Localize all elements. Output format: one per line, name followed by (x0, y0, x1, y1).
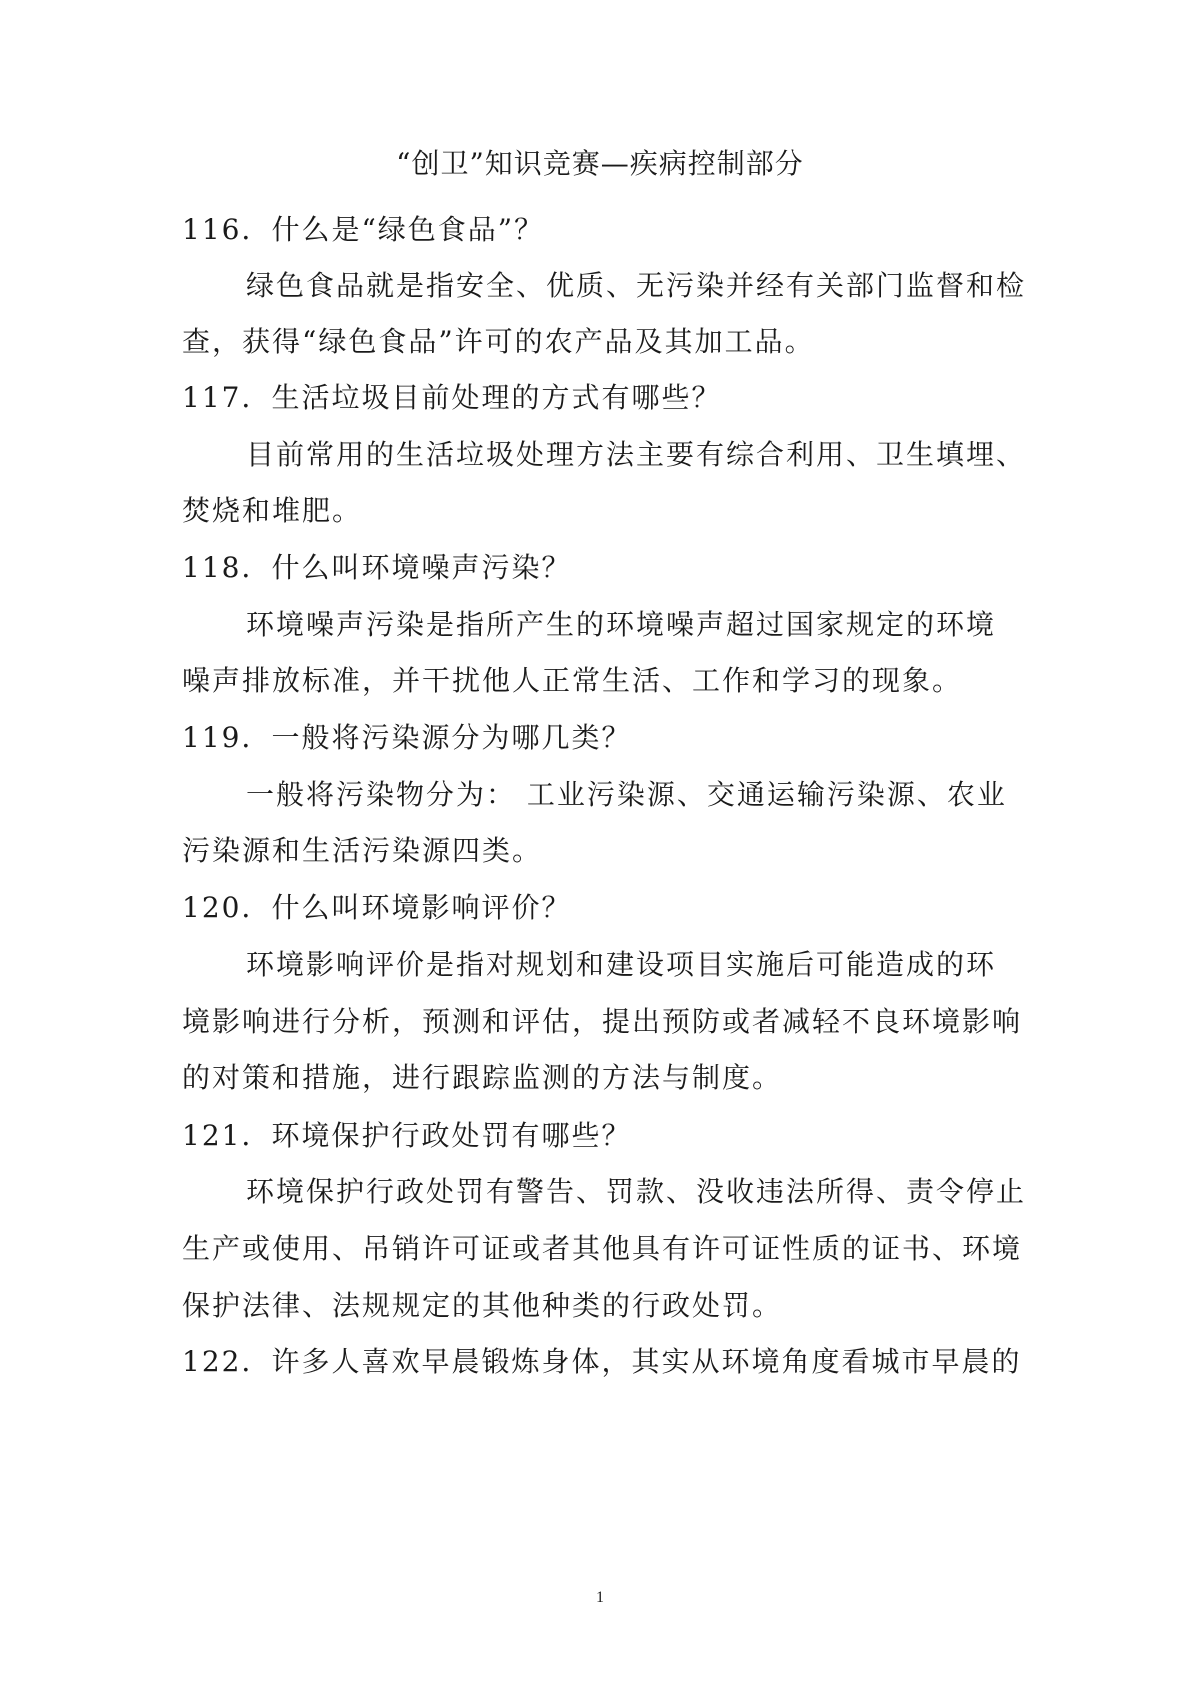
answer-121-line-2: 生产或使用、吊销许可证或者其他具有许可证性质的证书、环境 (182, 1232, 1023, 1265)
answer-116-line-2: 查，获得“绿色食品”许可的农产品及其加工品。 (182, 325, 815, 358)
answer-120-line-3: 的对策和措施，进行跟踪监测的方法与制度。 (182, 1061, 783, 1094)
answer-120-line-1: 环境影响评价是指对规划和建设项目实施后可能造成的环 (246, 948, 997, 981)
page-number: 1 (596, 1589, 604, 1606)
answer-117-line-2: 焚烧和堆肥。 (182, 494, 363, 527)
question-118: 118．什么叫环境噪声污染？ (182, 551, 572, 584)
answer-119-line-1: 一般将污染物分为： 工业污染源、交通运输污染源、农业 (246, 778, 1007, 811)
answer-117-line-1: 目前常用的生活垃圾处理方法主要有综合利用、卫生填埋、 (246, 438, 1027, 471)
question-117: 117．生活垃圾目前处理的方式有哪些？ (182, 381, 722, 414)
document-title: “创卫”知识竞赛—疾病控制部分 (396, 147, 804, 180)
answer-118-line-2: 噪声排放标准，并干扰他人正常生活、工作和学习的现象。 (182, 664, 963, 697)
question-119: 119．一般将污染源分为哪几类？ (182, 721, 632, 754)
question-122: 122．许多人喜欢早晨锻炼身体，其实从环境角度看城市早晨的 (182, 1345, 1022, 1378)
answer-121-line-1: 环境保护行政处罚有警告、罚款、没收违法所得、责令停止 (246, 1175, 1027, 1208)
answer-121-line-3: 保护法律、法规规定的其他种类的行政处罚。 (182, 1289, 783, 1322)
question-121: 121．环境保护行政处罚有哪些？ (182, 1119, 632, 1152)
answer-116-line-1: 绿色食品就是指安全、优质、无污染并经有关部门监督和检 (246, 269, 1027, 302)
answer-120-line-2: 境影响进行分析，预测和评估，提出预防或者减轻不良环境影响 (182, 1005, 1023, 1038)
question-120: 120．什么叫环境影响评价？ (182, 891, 572, 924)
answer-119-line-2: 污染源和生活污染源四类。 (182, 834, 543, 867)
answer-118-line-1: 环境噪声污染是指所产生的环境噪声超过国家规定的环境 (246, 608, 997, 641)
question-116: 116．什么是“绿色食品”？ (182, 213, 545, 246)
